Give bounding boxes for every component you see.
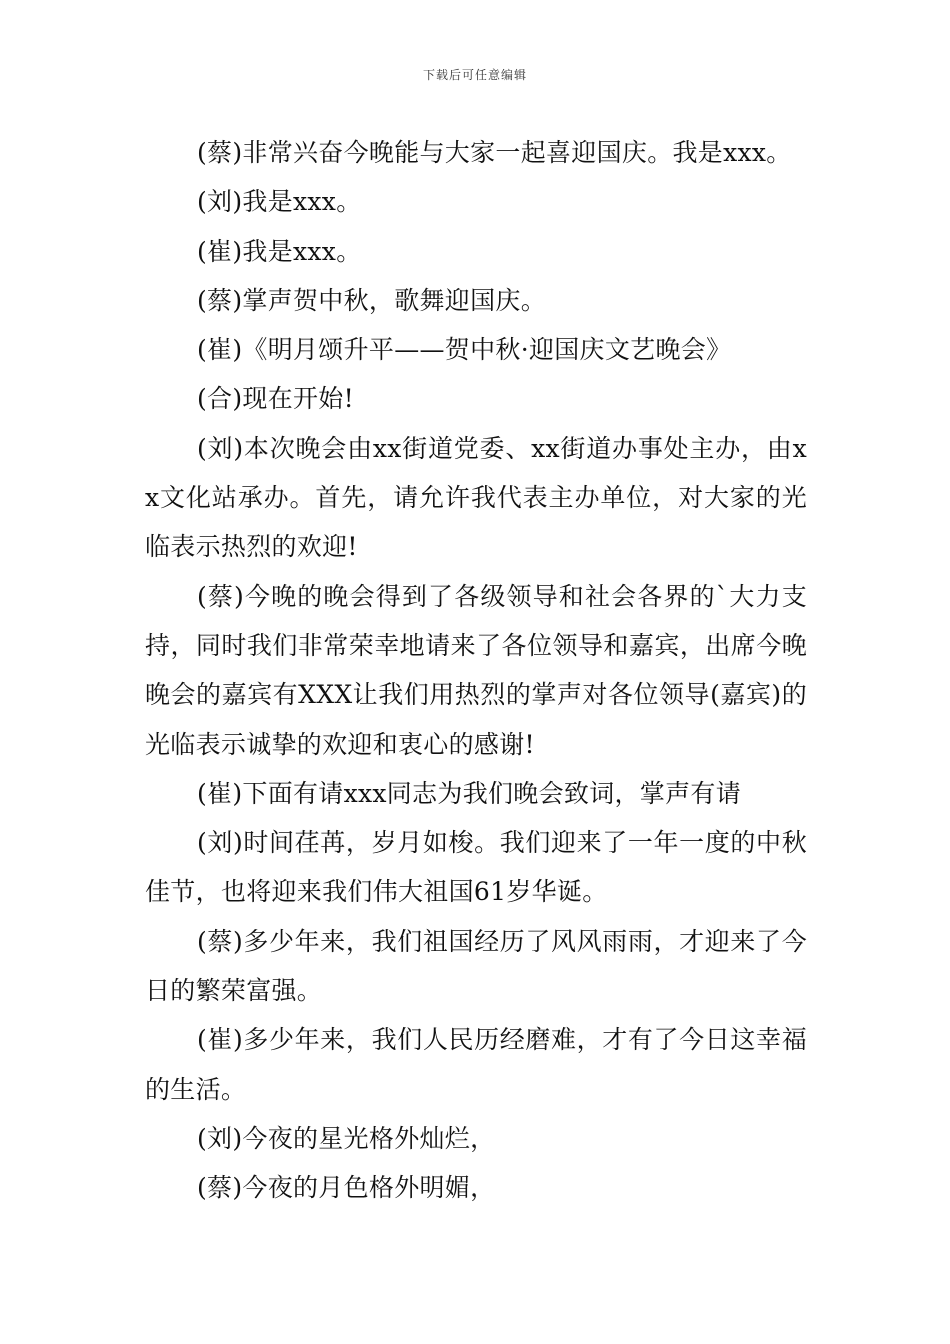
document-body xyxy=(145,128,807,1213)
paragraph: (崔)下面有请xxx同志为我们晚会致词，掌声有请 xyxy=(197,778,742,808)
paragraph: (蔡)多少年来，我们祖国经历了风风雨雨，才迎来了今日的繁荣富强。 xyxy=(145,926,807,1006)
paragraph: (刘)本次晚会由xx街道党委、xx街道办事处主办，由xx文化站承办。首先，请允许我代表主办单位，对大家的光临表示热烈的欢迎! xyxy=(145,433,807,562)
paragraph: (蔡)今晚的晚会得到了各级领导和社会各界的`大力支持，同时我们非常荣幸地请来了各位领导和嘉宾，出席今晚晚会的嘉宾有XXX让我们用热烈的掌声对各位领导(嘉宾)的光临表示诚挚的欢迎和衷心的感谢! xyxy=(145,581,807,759)
paragraph: (崔)《明月颂升平——贺中秋·迎国庆文艺晚会》 xyxy=(197,335,732,365)
paragraph: (刘)时间荏苒，岁月如梭。我们迎来了一年一度的中秋佳节，也将迎来我们伟大祖国61岁华诞。 xyxy=(145,828,807,907)
paragraph: (蔡)今夜的月色格外明媚， xyxy=(197,1173,496,1203)
paragraph: (刘)我是xxx。 xyxy=(197,187,362,217)
paragraph: (合)现在开始! xyxy=(197,384,354,414)
paragraph: (蔡)掌声贺中秋，歌舞迎国庆。 xyxy=(197,285,547,315)
paragraph: (崔)我是xxx。 xyxy=(197,236,362,266)
paragraph: (崔)多少年来，我们人民历经磨难，才有了今日这幸福的生活。 xyxy=(145,1025,807,1104)
page-header: 下载后可任意编辑 xyxy=(422,68,527,82)
paragraph: (蔡)非常兴奋今晚能与大家一起喜迎国庆。我是xxx。 xyxy=(197,138,792,167)
paragraph: (刘)今夜的星光格外灿烂， xyxy=(197,1123,496,1153)
